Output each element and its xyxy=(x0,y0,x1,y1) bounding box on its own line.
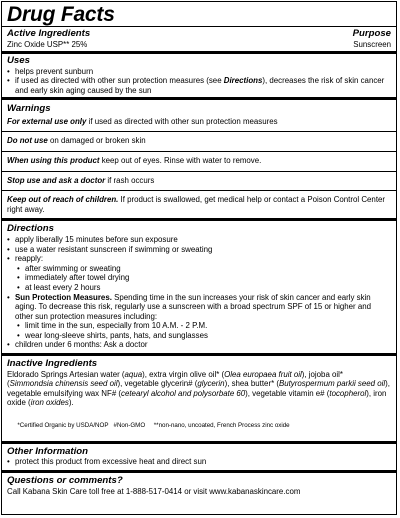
inactive-ingredients-heading: Inactive Ingredients xyxy=(7,358,98,370)
footnote-organic: *Certified Organic by USDA/NOP #Non-GMO xyxy=(17,421,146,429)
directions-subitem: • at least every 2 hours xyxy=(17,283,391,293)
directions-item: • reapply: xyxy=(7,254,391,264)
page-title: Drug Facts xyxy=(7,3,115,26)
directions-item: • apply liberally 15 minutes before sun exposure xyxy=(7,235,391,245)
warning-stop-use: Stop use and ask a doctor if rash occurs xyxy=(7,175,155,185)
uses-item: • if used as directed with other sun protection measures (see Directions), decreases the risk of skin cancer and early skin aging caused by the sun xyxy=(7,76,391,95)
warning-external: For external use only if used as directed with other sun protection measures xyxy=(7,116,278,126)
questions-heading: Questions or comments? xyxy=(7,475,123,487)
purpose-heading: Purpose xyxy=(352,28,391,39)
directions-subitem: • immediately after towel drying xyxy=(17,273,391,283)
inactive-footnotes xyxy=(7,414,391,438)
purpose-value: Sunscreen xyxy=(353,39,391,49)
drug-facts-panel xyxy=(1,1,397,515)
active-ingredients-heading: Active Ingredients xyxy=(7,28,91,39)
other-information-item: • protect this product from excessive heat and direct sun xyxy=(7,457,391,467)
directions-subitem: • limit time in the sun, especially from 10 A.M. - 2 P.M. xyxy=(17,321,391,331)
warnings-heading: Warnings xyxy=(7,103,51,115)
uses-heading: Uses xyxy=(7,55,30,67)
footnote-zinc: **non-nano, uncoated, French Process zinc oxide xyxy=(153,421,290,429)
warnings-section xyxy=(7,100,391,218)
directions-item: • use a water resistant sunscreen if swimming or sweating xyxy=(7,245,391,255)
other-information-section xyxy=(7,444,391,470)
warning-do-not-use: Do not use on damaged or broken skin xyxy=(7,136,146,146)
warning-keep-out-of-reach: Keep out of reach of children. If product is swallowed, get medical help or contact a Poison Control Center right away. xyxy=(7,195,386,214)
inactive-ingredients-list: Eldorado Springs Artesian water (aqua), extra virgin olive oil* (Olea europaea fruit oil), jojoba oil* (Simmondsia chinensis seed oil), vegetable glycerin# (glycerin), shea butter* (Butyrospermum parkii seed oil), vegetable emulsifying wax NF# (cetearyl alcohol and polysorbate 60), vegetable vitamin e# (tocopherol), iron oxide (iron oxides). xyxy=(7,369,390,408)
active-ingredients-section xyxy=(7,27,391,49)
directions-item: • Sun Protection Measures. Spending time in the sun increases your risk of skin cancer and early skin aging. To decrease this risk, regularly use a sunscreen with a broad spectrum SPF of 15 or higher and other sun protection measures including: xyxy=(7,293,391,322)
inactive-ingredients-section xyxy=(7,356,391,441)
warning-when-using: When using this product keep out of eyes. Rinse with water to remove. xyxy=(7,156,262,166)
directions-heading: Directions xyxy=(7,223,54,235)
directions-section xyxy=(7,221,391,353)
questions-contact: Call Kabana Skin Care toll free at 1-888-517-0414 or visit www.kabanaskincare.com xyxy=(7,486,301,496)
other-information-heading: Other Information xyxy=(7,445,89,457)
uses-section xyxy=(7,54,391,97)
active-ingredient: Zinc Oxide USP** 25% xyxy=(7,39,88,49)
directions-subitem: • after swimming or sweating xyxy=(17,264,391,274)
directions-subitem: • wear long-sleeve shirts, pants, hats, and sunglasses xyxy=(17,331,391,341)
uses-item: • helps prevent sunburn xyxy=(7,67,391,77)
directions-item: • children under 6 months: Ask a doctor xyxy=(7,340,391,350)
questions-section xyxy=(7,473,391,498)
